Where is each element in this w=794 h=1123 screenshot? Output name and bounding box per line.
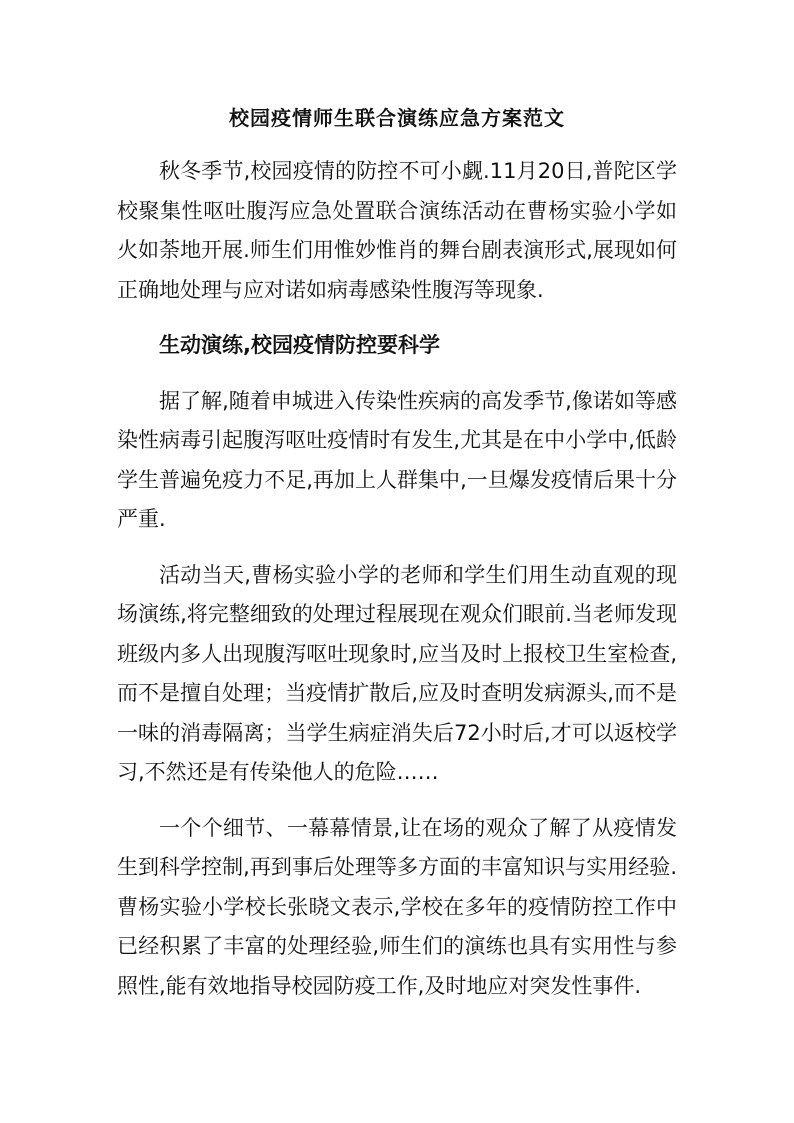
paragraph-spacer xyxy=(117,793,677,809)
section-heading: 生动演练,校园疫情防控要科学 xyxy=(159,333,440,357)
paragraph-conclusion: 一个个细节、一幕幕情景,让在场的观众了解了从疫情发生到科学控制,再到事后处理等多方面的丰富知识与实用经验.曹杨实验小学校长张晓文表示,学校在多年的疫情防控工作中已经积累了丰富的处理经验,师生们的演练也具有实用性与参照性,能有效地指导校园防疫工作,及时地应对突发性事件. xyxy=(117,815,677,998)
paragraph-drill-process: 活动当天,曹杨实验小学的老师和学生们用生动直观的现场演练,将完整细致的处理过程展现在观众们眼前.当老师发现班级内多人出现腹泻呕吐现象时,应当及时上报校卫生室检查,而不是擅自处理；当疫情扩散后,应及时查明发病源头,而不是一味的消毒隔离；当学生病症消失后72小时后,才可以返校学习,不然还是有传染他人的危险…… xyxy=(117,562,677,784)
document-title: 校园疫情师生联合演练应急方案范文 xyxy=(229,106,565,130)
document-body xyxy=(117,152,677,1006)
paragraph-spacer xyxy=(117,366,677,382)
paragraph-spacer xyxy=(117,540,677,556)
paragraph-background: 据了解,随着申城进入传染性疾病的高发季节,像诺如等感染性病毒引起腹泻呕吐疫情时有发生,尤其是在中小学中,低龄学生普遍免疫力不足,再加上人群集中,一旦爆发疫情后果十分严重. xyxy=(117,388,677,531)
paragraph-intro: 秋冬季节,校园疫情的防控不可小觑.11月20日,普陀区学校聚集性呕吐腹泻应急处置联合演练活动在曹杨实验小学如火如荼地开展.师生们用惟妙惟肖的舞台剧表演形式,展现如何正确地处理与应对诺如病毒感染性腹泻等现象. xyxy=(117,159,677,302)
paragraph-spacer xyxy=(117,310,677,326)
